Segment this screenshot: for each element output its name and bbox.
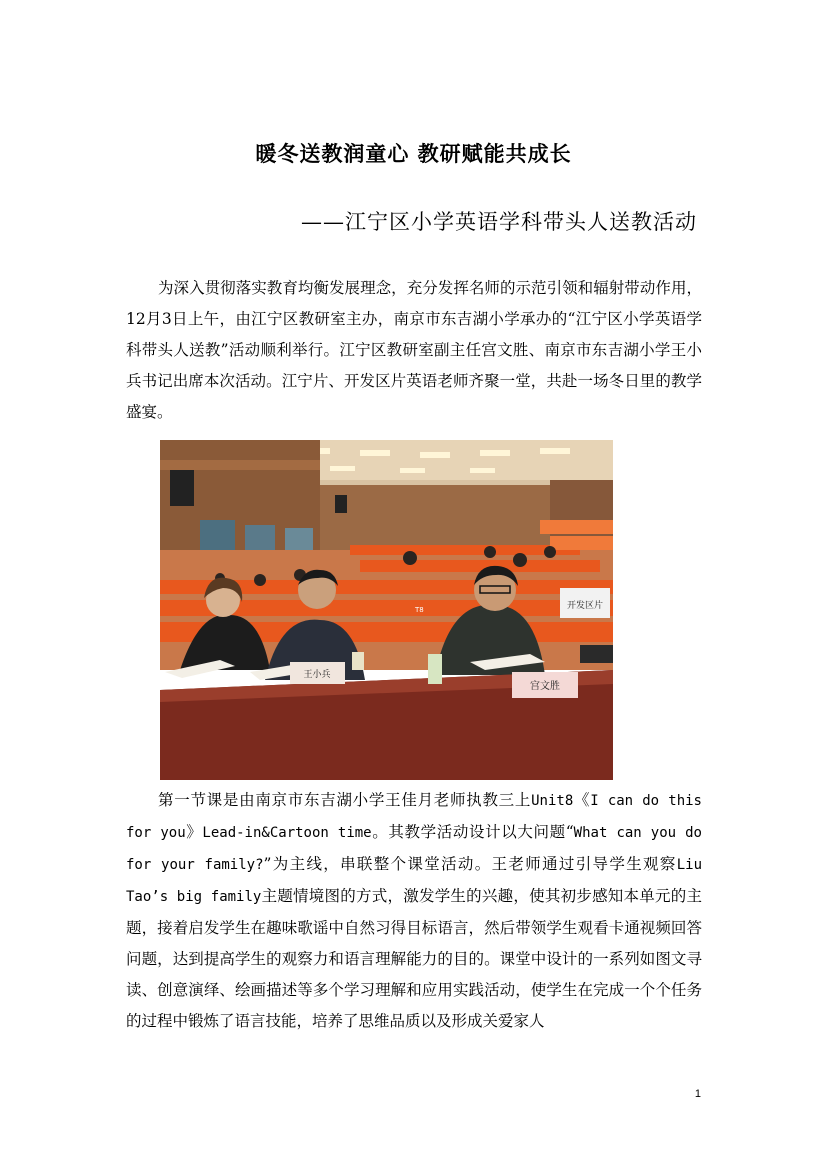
p2-seg-4: 》 <box>185 823 203 841</box>
document-title: 暖冬送教润童心 教研赋能共成长 <box>255 141 572 166</box>
meeting-photo <box>160 440 613 780</box>
p2-seg-3: I can do this for you <box>126 793 702 841</box>
p2-seg-6: 。其教学活动设计以大问题“ <box>371 823 574 841</box>
seat-label: T8 <box>415 606 424 614</box>
page-number: 1 <box>694 1088 701 1100</box>
paragraph-intro: 为深入贯彻落实教育均衡发展理念，充分发挥名师的示范引领和辐射带动作用，12月3日上午，由江宁区教研室主办，南京市东吉湖小学承办的“江宁区小学英语学科带头人送教”活动顺利举行。江宁区教研室副主任宫文胜、南京市东吉湖小学王小兵书记出席本次活动。江宁片、开发区片英语老师齐聚一堂，共赴一场冬日里的教学盛宴。 <box>126 279 702 421</box>
nameplate-middle: 王小兵 <box>303 670 331 680</box>
p2-seg-7: What can you do for your family? <box>126 825 702 873</box>
p2-seg-5: Lead-in&Cartoon time <box>202 825 372 841</box>
nameplate-right: 宫文胜 <box>530 681 560 692</box>
document-subtitle: ——江宁区小学英语学科带头人送教活动 <box>301 210 697 234</box>
paragraph-first-lesson <box>126 785 702 1037</box>
p2-seg-0: 第一节课是由南京市东吉湖小学王佳月老师执教三上 <box>158 791 532 809</box>
p2-seg-8: ”为主线，串联整个课堂活动。王老师通过引导学生观察 <box>263 855 677 873</box>
p2-seg-10: 主题情境图的方式，激发学生的兴趣，使其初步感知本单元的主题，接着启发学生在趣味歌谣中自然习得目标语言，然后带领学生观看卡通视频回答问题，达到提高学生的观察力和语言理解能力的目的。课堂中设计的一系列如图文寻读、创意演绎、绘画描述等多个学习理解和应用实践活动，使学生在完成一个个任务的过程中锻炼了语言技能，培养了思维品质以及形成关爱家人 <box>126 887 702 1030</box>
p2-seg-1: Unit8 <box>531 793 574 809</box>
p2-seg-2: 《 <box>573 791 591 809</box>
sign-text: 开发区片 <box>566 601 604 611</box>
p2-seg-9: Liu Tao’s big family <box>126 857 703 905</box>
